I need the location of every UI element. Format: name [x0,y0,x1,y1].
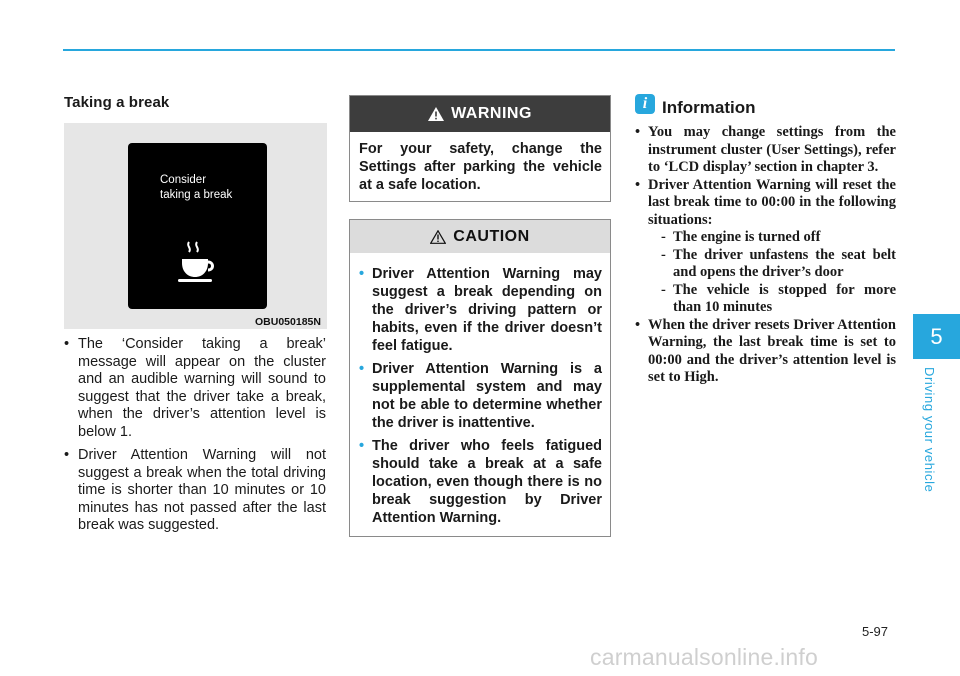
warning-text: For your safety, change the Settings after parking the vehicle at a safe location. [359,141,602,193]
screen-message: Consider taking a break [160,174,233,201]
warning-title: WARNING [451,105,532,122]
info-item-text: You may change settings from the instrument cluster (User Settings), refer to ‘LCD display’ section in chapter 3. [648,124,896,175]
information-list [635,124,896,387]
figure-cluster-display [64,123,327,329]
caution-item: • The driver who feels fatigued should take a break at a safe location, even though there is no break suggestion by Driver Attention Warning. [359,437,602,527]
caution-item: • Driver Attention Warning may suggest a break depending on the driver’s driving pattern or habits, even if the driver doesn’t feel fatigue. [359,265,602,355]
caution-item: • Driver Attention Warning is a supplemental system and may not be able to determine whether the driver is inattentive. [359,360,602,432]
warning-header [350,96,610,132]
caution-list [350,253,610,527]
cluster-screen [128,143,267,309]
figure-code: OBU050185N [255,316,321,328]
info-item-text: When the driver resets Driver Attention Warning, the last break time is set to 00:00 and the driver’s attention level is set to High. [648,316,896,385]
info-sub-item: - The engine is turned off [648,229,896,247]
info-icon: i [635,94,655,114]
chapter-label: Driving your vehicle [922,367,937,493]
page-number: 5-97 [862,624,889,639]
caution-header [350,220,610,253]
chapter-tab: 5 [913,314,960,359]
information-title: Information [662,98,756,117]
list-item: • The ‘Consider taking a break’ message will appear on the cluster and an audible warning will sound to suggest that the driver take a break, when the driver’s attention level is below 1. [64,336,326,441]
warning-box [349,95,611,202]
caution-title: CAUTION [453,227,530,245]
info-item [635,177,896,317]
warning-triangle-icon [428,107,444,121]
coffee-cup-icon [176,239,224,287]
break-bullet-list [64,336,326,541]
caution-triangle-icon [430,230,446,244]
info-sub-list [648,229,896,317]
info-item-text: Driver Attention Warning will reset the last break time to 00:00 in the following situations: [648,176,896,228]
top-rule [63,49,895,51]
info-item [635,124,896,177]
info-item [635,317,896,387]
caution-box [349,219,611,537]
list-item: • Driver Attention Warning will not suggest a break when the total driving time is shorter than 10 minutes or 10 minutes has not passed after the last break was suggested. [64,447,326,535]
section-heading: Taking a break [64,94,170,111]
info-sub-item: - The vehicle is stopped for more than 10 minutes [648,282,896,317]
info-sub-item: - The driver unfastens the seat belt and opens the driver’s door [648,247,896,282]
watermark: carmanualsonline.info [590,644,818,670]
